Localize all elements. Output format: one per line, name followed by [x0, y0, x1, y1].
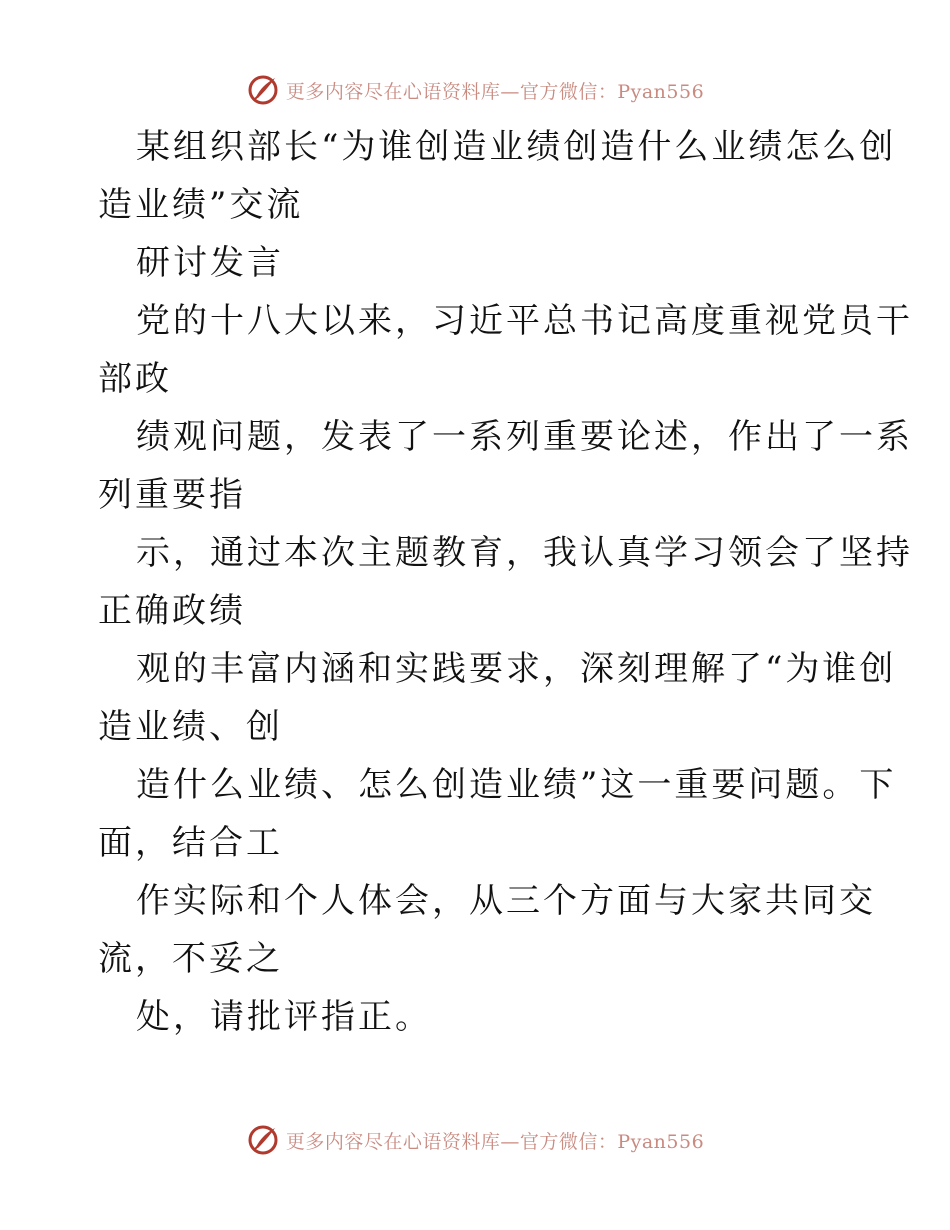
- paragraph-line: 部政: [98, 359, 172, 399]
- paragraph-line: 观的丰富内涵和实践要求，深刻理解了“为谁创: [136, 649, 897, 689]
- paragraph-line: 作实际和个人体会，从三个方面与大家共同交: [136, 881, 876, 921]
- paragraph-line: 造业绩、创: [98, 707, 283, 747]
- paragraph-line: 处，请批评指正。: [136, 997, 432, 1037]
- paragraph-line: 流，不妥之: [98, 939, 283, 979]
- watermark-text: 更多内容尽在心语资料库—官方微信：Pyan556: [285, 1130, 705, 1153]
- paragraph-line: 造业绩”交流: [98, 185, 304, 225]
- paragraph-line: 正确政绩: [98, 591, 246, 631]
- paragraph-line: 面，结合工: [98, 823, 283, 863]
- paragraph-line: 造什么业绩、怎么创造业绩”这一重要问题。下: [136, 765, 897, 805]
- paragraph-line: 党的十八大以来，习近平总书记高度重视党员干: [136, 301, 913, 341]
- document-body: [98, 118, 913, 1046]
- watermark-text: 更多内容尽在心语资料库—官方微信：Pyan556: [285, 80, 705, 103]
- paragraph-line: 研讨发言: [136, 243, 284, 283]
- paragraph-line: 列重要指: [98, 475, 246, 515]
- quill-logo-icon: [246, 73, 280, 107]
- paragraph-line: 示，通过本次主题教育，我认真学习领会了坚持: [136, 533, 913, 573]
- header-watermark: [0, 70, 950, 110]
- footer-watermark: [0, 1120, 950, 1160]
- paragraph-line: 某组织部长“为谁创造业绩创造什么业绩怎么创: [136, 127, 897, 167]
- quill-logo-icon: [246, 1123, 280, 1157]
- paragraph-line: 绩观问题，发表了一系列重要论述，作出了一系: [136, 417, 913, 457]
